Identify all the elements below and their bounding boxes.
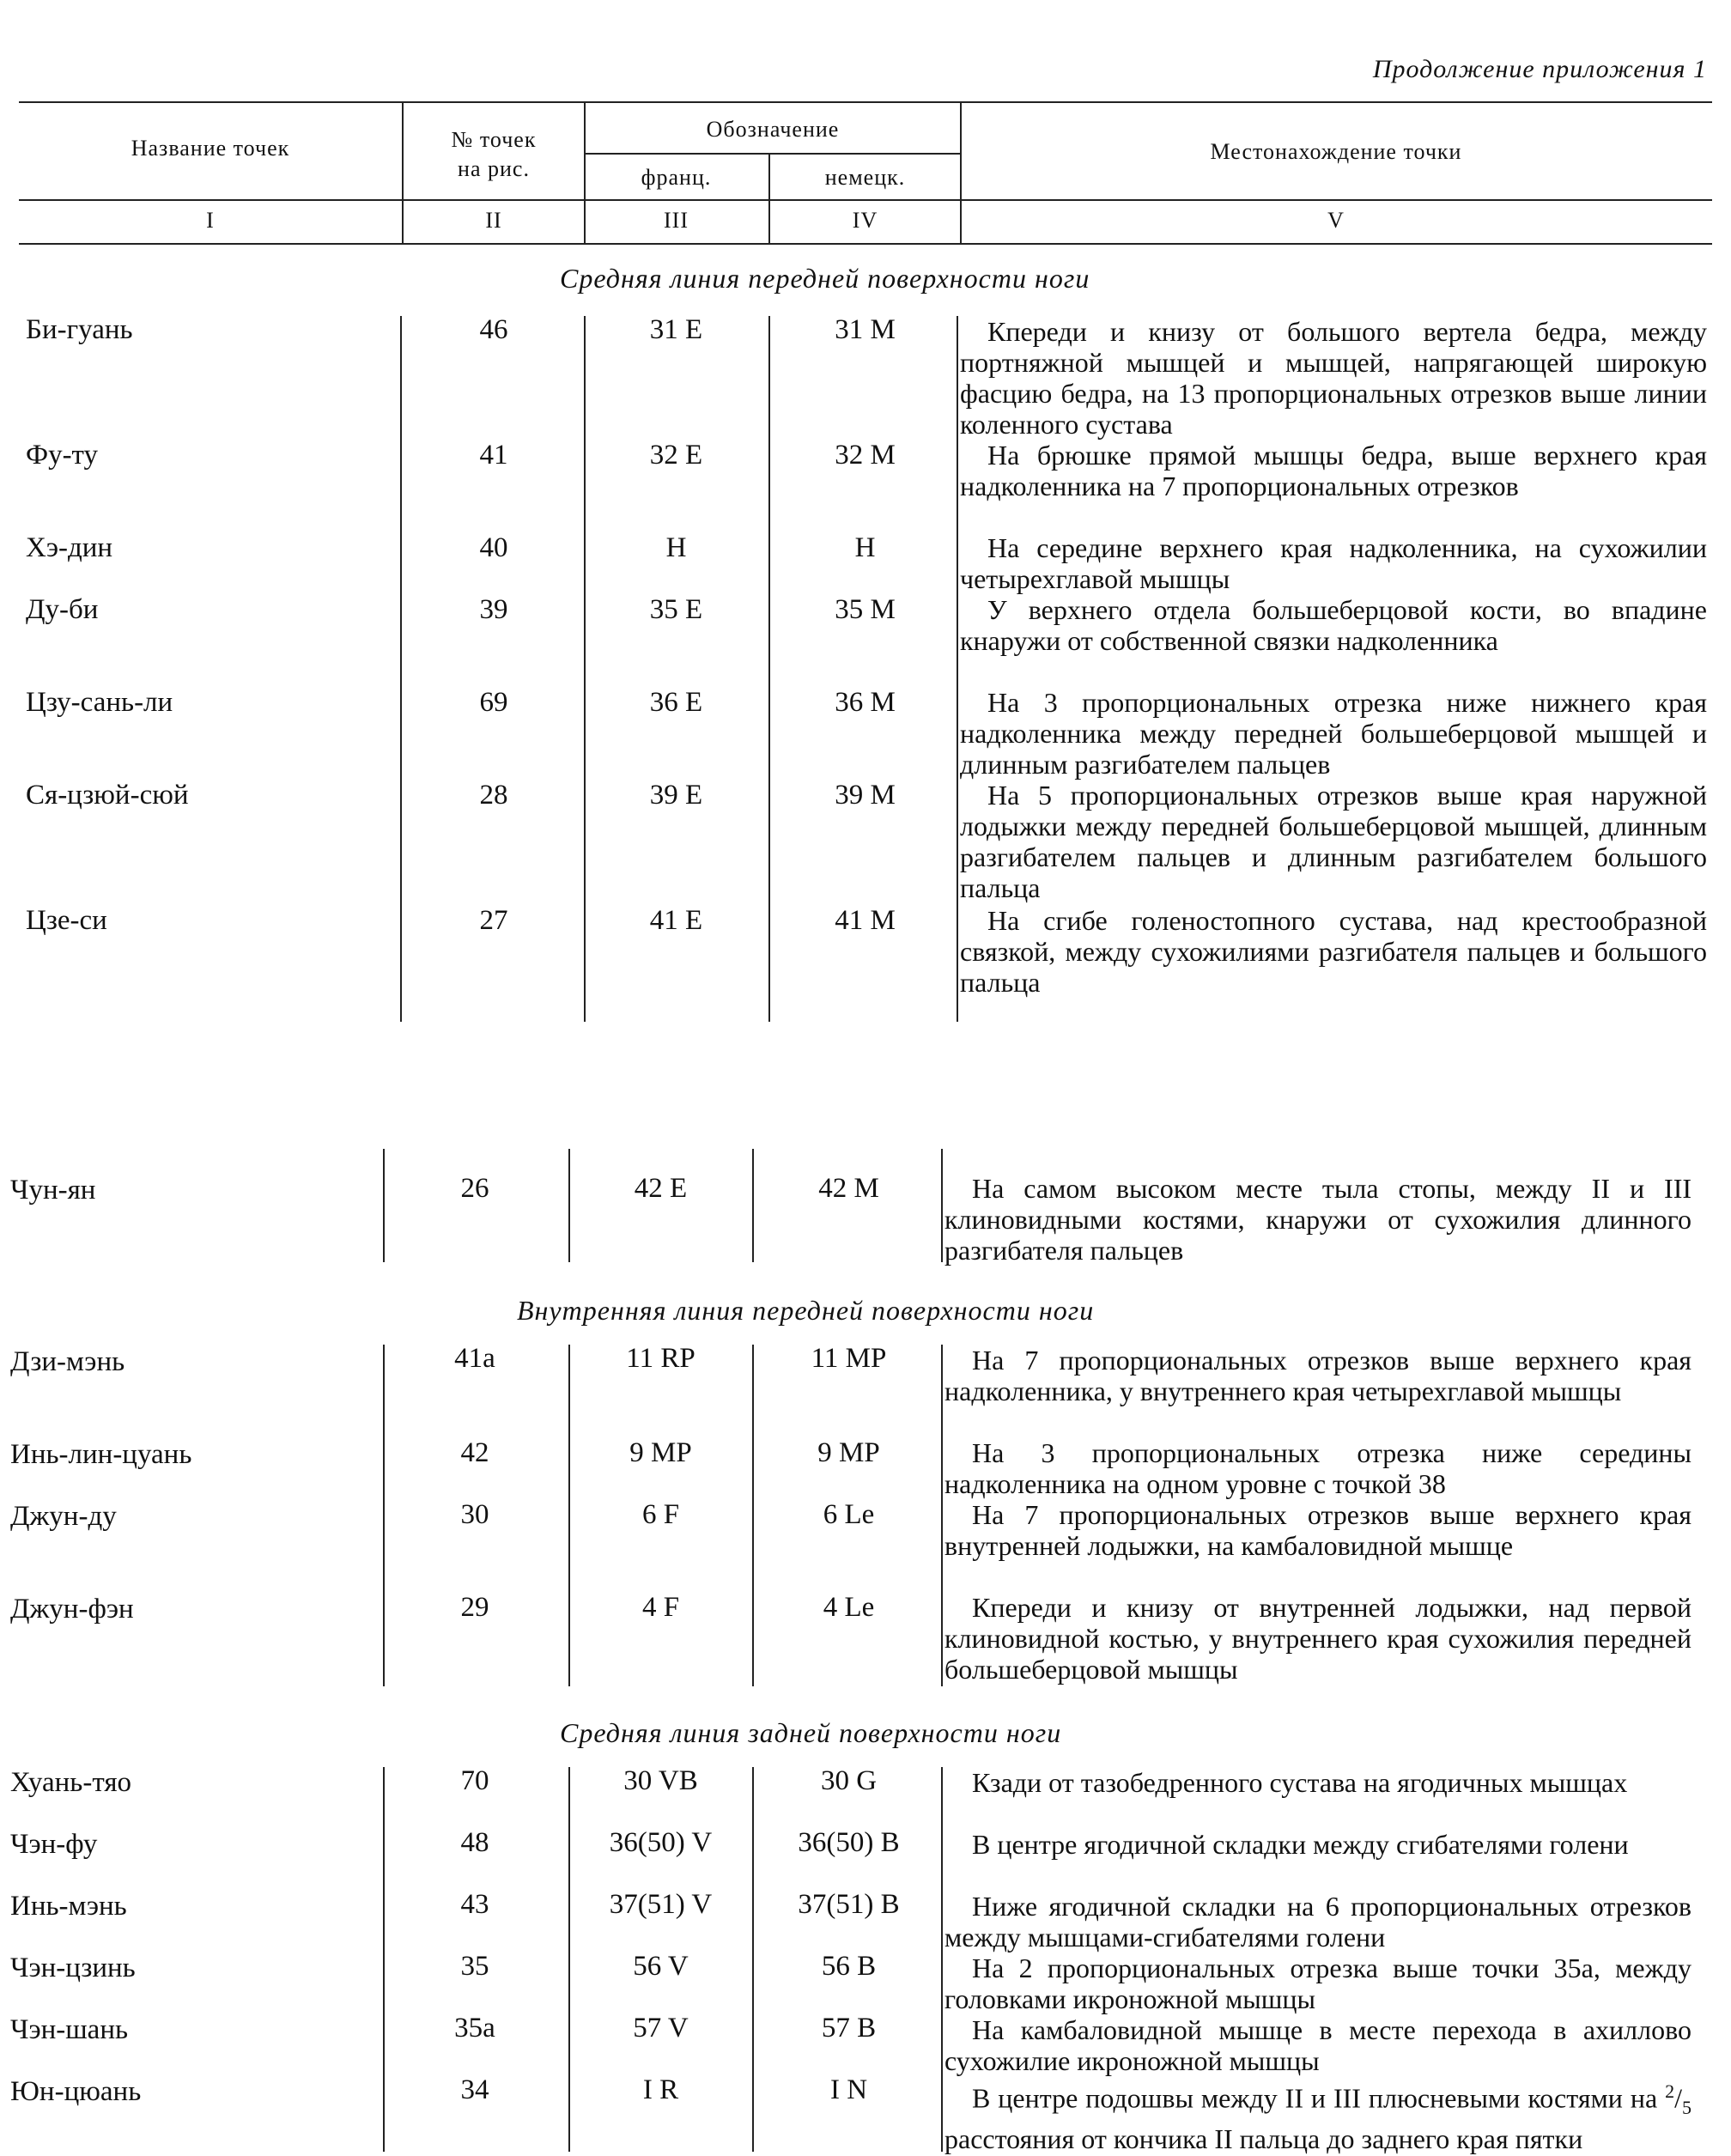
german-designation: 41 M <box>835 905 896 936</box>
point-location: На самом высоком месте тыла стопы, между II и III клиновидными костями, кнаружи от сухожилия длинного разгибателя пальцев <box>944 1173 1692 1266</box>
point-name: Цзу-сань-ли <box>26 687 173 718</box>
french-designation: 41 E <box>649 905 703 936</box>
header-subrow-rule <box>584 153 962 155</box>
header-german: немецк. <box>824 165 906 190</box>
point-location: На 3 пропорциональных отрезка ниже нижнего края надколенника между передней большеберцовой мышцей и длинным разгибателем пальцев <box>960 687 1707 780</box>
point-number: 40 <box>479 532 508 563</box>
column-rule <box>400 316 402 1022</box>
point-location: Кпереди и книзу от внутренней лодыжки, над первой клиновидной костью, у внутреннего края сухожилия передней большеберцовой мышцы <box>944 1592 1692 1685</box>
french-designation: 35 E <box>649 594 703 625</box>
french-designation: 30 VB <box>623 1765 698 1796</box>
point-location: На 2 пропорциональных отрезка выше точки 35а, между головками икроножной мышцы <box>944 1953 1692 2014</box>
header-roman-2: II <box>485 208 502 233</box>
point-name: Инь-лин-цуань <box>10 1439 192 1470</box>
point-number: 28 <box>479 780 508 811</box>
french-designation: 9 MP <box>629 1437 692 1468</box>
point-location: У верхнего отдела большеберцовой кости, во впадине кнаружи от собственной связки надколенника <box>960 594 1707 656</box>
german-designation: H <box>854 532 876 563</box>
point-name: Джун-ду <box>10 1501 117 1532</box>
german-designation: 57 B <box>821 2013 877 2044</box>
point-number: 30 <box>460 1499 489 1530</box>
german-designation: 31 M <box>835 314 896 345</box>
header-roman-top-rule <box>19 199 1712 201</box>
header-num-line1: № точек <box>451 127 537 152</box>
point-name: Дзи-мэнь <box>10 1346 125 1377</box>
french-designation: 56 V <box>633 1951 689 1982</box>
point-location: Кпереди и книзу от большого вертела бедра, между портняжной мышцей и мышцей, напрягающей широкую фасцию бедра, на 13 пропорциональных отрезков выше линии коленного сустава <box>960 316 1707 440</box>
german-designation: 30 G <box>820 1765 878 1796</box>
header-bottom-rule <box>19 243 1712 245</box>
location-text: расстояния от кончика II пальца до заднего края пятки <box>944 2123 1583 2155</box>
point-name: Цзе-си <box>26 905 107 936</box>
german-designation: 4 Le <box>823 1592 875 1623</box>
french-designation: 4 F <box>641 1592 680 1623</box>
point-name: Чэн-цзинь <box>10 1953 136 1983</box>
point-number: 34 <box>460 2074 489 2105</box>
french-designation: 36(50) V <box>609 1827 713 1858</box>
point-name: Хэ-дин <box>26 532 113 563</box>
point-number: 42 <box>460 1437 489 1468</box>
point-name: Ся-цзюй-сюй <box>26 780 189 811</box>
section-title: Средняя линия передней поверхности ноги <box>560 263 1090 294</box>
point-location: На камбаловидной мышце в месте перехода в ахиллово сухожилие икроножной мышцы <box>944 2014 1692 2076</box>
point-number: 35 <box>460 1951 489 1982</box>
french-designation: 42 E <box>634 1173 688 1204</box>
german-designation: 36(50) B <box>798 1827 900 1858</box>
header-roman-1: I <box>206 208 215 233</box>
point-number: 69 <box>479 687 508 718</box>
section-title: Внутренняя линия передней поверхности ноги <box>517 1295 1095 1326</box>
fraction-numerator: 2 <box>1665 2080 1675 2102</box>
point-name: Инь-мэнь <box>10 1891 127 1922</box>
german-designation: 36 M <box>835 687 896 718</box>
header-roman-3: III <box>664 208 689 233</box>
point-location: Ниже ягодичной складки на 6 пропорциональных отрезков между мышцами-сгибателями голени <box>944 1891 1692 1953</box>
point-number: 48 <box>460 1827 489 1858</box>
point-location: На середине верхнего края надколенника, на сухожилии четырехглавой мышцы <box>960 532 1707 594</box>
german-designation: 37(51) B <box>798 1889 900 1920</box>
point-location: Кзади от тазобедренного сустава на ягодичных мышцах <box>972 1767 1628 1798</box>
point-number: 43 <box>460 1889 489 1920</box>
german-designation: 32 M <box>835 440 896 471</box>
german-designation: 42 M <box>818 1173 879 1204</box>
point-location: На 5 пропорциональных отрезков выше края наружной лодыжки между передней большеберцовой мышцей, длинным разгибателем пальцев и длинным разгибателем большого пальца <box>960 780 1707 903</box>
section-title: Средняя линия задней поверхности ноги <box>560 1717 1062 1748</box>
point-name: Би-гуань <box>26 314 133 345</box>
point-location: На 3 пропорциональных отрезка ниже середины надколенника на одном уровне с точкой 38 <box>944 1437 1692 1499</box>
column-rule <box>752 1149 754 1262</box>
point-number: 29 <box>460 1592 489 1623</box>
header-num-line2: на рис. <box>458 156 530 181</box>
german-designation: 9 MP <box>817 1437 880 1468</box>
german-designation: 6 Le <box>823 1499 875 1530</box>
point-number: 27 <box>479 905 508 936</box>
point-location: На сгибе голеностопного сустава, над крестообразной связкой, между сухожилиями разгибателя пальцев и большого пальца <box>960 905 1707 998</box>
point-name: Хуань-тяо <box>10 1767 132 1798</box>
point-number: 35а <box>454 2013 495 2044</box>
point-name: Джун-фэн <box>10 1594 134 1625</box>
german-designation: 35 M <box>835 594 896 625</box>
point-name: Юн-цюань <box>10 2076 142 2107</box>
point-location <box>944 2076 1692 2154</box>
point-number: 39 <box>479 594 508 625</box>
header-top-rule <box>19 101 1712 103</box>
header-location: Местонахождение точки <box>1210 139 1462 164</box>
french-designation: 36 E <box>649 687 703 718</box>
column-rule <box>383 1149 385 1262</box>
header-roman-4: IV <box>852 208 878 233</box>
point-number: 41 <box>479 440 508 471</box>
fraction-slash: / <box>1674 2082 1682 2114</box>
point-name: Фу-ту <box>26 440 99 471</box>
french-designation: 57 V <box>633 2013 689 2044</box>
french-designation: 6 F <box>641 1499 680 1530</box>
header-designation: Обозначение <box>706 117 840 142</box>
header-french: франц. <box>641 165 712 190</box>
point-name: Ду-би <box>26 594 99 625</box>
point-location: На 7 пропорциональных отрезков выше верхнего края внутренней лодыжки, на камбаловидной мышце <box>944 1499 1692 1561</box>
german-designation: 39 M <box>835 780 896 811</box>
point-number: 41а <box>454 1343 495 1374</box>
fraction-denominator: 5 <box>1682 2097 1692 2119</box>
german-designation: 11 MP <box>811 1343 887 1374</box>
french-designation: 11 RP <box>626 1343 695 1374</box>
column-rule <box>568 1149 570 1262</box>
french-designation: 39 E <box>649 780 703 811</box>
point-location: В центре ягодичной складки между сгибателями голени <box>972 1829 1629 1860</box>
point-name: Чун-ян <box>10 1175 96 1206</box>
point-number: 26 <box>460 1173 489 1204</box>
french-designation: I R <box>642 2074 679 2105</box>
french-designation: H <box>665 532 687 563</box>
header-name: Название точек <box>131 136 290 161</box>
french-designation: 37(51) V <box>609 1889 713 1920</box>
point-number: 46 <box>479 314 508 345</box>
point-name: Чэн-шань <box>10 2014 129 2045</box>
point-number: 70 <box>460 1765 489 1796</box>
column-rule <box>941 1149 943 1262</box>
french-designation: 31 E <box>649 314 703 345</box>
point-location: На 7 пропорциональных отрезков выше верхнего края надколенника, у внутреннего края четырехглавой мышцы <box>944 1345 1692 1406</box>
german-designation: 56 B <box>821 1951 877 1982</box>
continuation-label: Продолжение приложения 1 <box>1372 55 1707 83</box>
german-designation: I N <box>829 2074 868 2105</box>
french-designation: 32 E <box>649 440 703 471</box>
point-location: На брюшке прямой мышцы бедра, выше верхнего края надколенника на 7 пропорциональных отрезков <box>960 440 1707 501</box>
point-name: Чэн-фу <box>10 1829 98 1860</box>
location-text: В центре подошвы между II и III плюсневыми костями на <box>972 2082 1666 2114</box>
header-roman-5: V <box>1327 208 1345 233</box>
